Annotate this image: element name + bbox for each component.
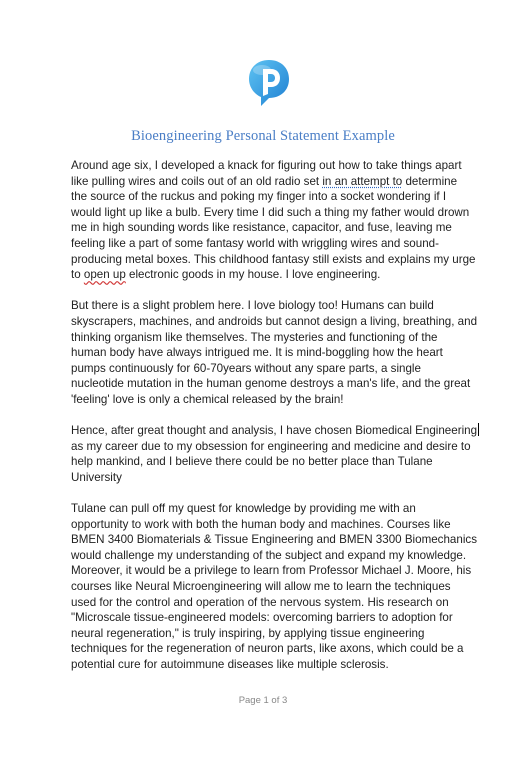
text-cursor [478, 423, 479, 436]
text-line: would challenge my understanding of the subject and expand my knowledge. [71, 548, 467, 562]
text-line: potential cure for autoimmune diseases like multiple sclerosis. [71, 658, 389, 671]
text-line: to open up electronic goods in my house. I love engineering. [71, 268, 381, 282]
text-line: courses like Neural Microengineering will allow me to learn the techniques [71, 580, 451, 594]
text-line: help mankind, and I believe there could be no better place than Tulane [71, 455, 433, 469]
text-line: University [71, 470, 122, 484]
document-body [71, 158, 483, 688]
text-line: neural regeneration," is truly inspiring, by applying tissue engineering [71, 626, 425, 640]
text-line: used for the control and operation of the nervous system. His research on [71, 595, 449, 609]
paragraph-3 [71, 423, 483, 485]
text-line: as my career due to my obsession for engineering and medicine and desire to [71, 439, 471, 453]
text-line: BMEN 3400 Biomaterials & Tissue Engineering and BMEN 3300 Biomechanics [71, 533, 477, 547]
text-line: thinking organism like themselves. The mysteries and functioning of the [71, 330, 438, 344]
letter-p-logo-icon [247, 58, 291, 108]
text-line: Around age six, I developed a knack for figuring out how to take things apart [71, 159, 462, 172]
paragraph-4 [71, 501, 483, 673]
document-title: Bioengineering Personal Statement Example [131, 128, 395, 144]
text-line: opportunity to work with both the human body and machines. Courses like [71, 517, 451, 531]
text-line: Hence, after great thought and analysis, I have chosen Biomedical Engineering [71, 424, 478, 438]
spelling-suggestion-underline[interactable]: open up [83, 268, 126, 282]
text-line: 'feeling' love is only a chemical released by the brain! [71, 392, 344, 406]
text-line: skyscrapers, machines, and androids but cannot design a living, breathing, and [71, 314, 478, 328]
text-line: human body have always intrigued me. It is mind-boggling how the heart [71, 346, 443, 360]
grammar-suggestion-underline[interactable]: in an attempt to [322, 174, 403, 188]
text-line: pumps continuously for 60-70years without any spare parts, a single [71, 361, 421, 375]
text-line: producing metal boxes. This childhood fantasy still exists and explains my urge [71, 252, 476, 266]
text-line: like pulling wires and coils out of an old radio set in an attempt to determine [71, 174, 458, 188]
text-line: "Microscale tissue-engineered models: overcoming barriers to adoption for [71, 611, 453, 625]
text-line: feeling like a part of some fantasy world with wriggling wires and sound- [71, 236, 439, 250]
paragraph-1 [71, 158, 483, 283]
text-line: But there is a slight problem here. I love biology too! Humans can build [71, 299, 434, 313]
paragraph-2 [71, 298, 483, 407]
text-line: techniques for the regeneration of neuron parts, like axons, which could be a [71, 642, 464, 656]
text-line: the source of the ruckus and poking my finger into a socket wondering if I [71, 190, 447, 204]
page-number: Page 1 of 3 [238, 695, 288, 706]
text-line: nucleotide mutation in the human genome destroys a man's life, and the great [71, 377, 471, 391]
text-line: me in high sounding words like resistance, capacitor, and fuse, leaving me [71, 221, 452, 235]
text-line: Tulane can pull off my quest for knowledge by providing me with an [71, 502, 416, 516]
text-line: Moreover, it would be a privilege to learn from Professor Michael J. Moore, his [71, 564, 472, 578]
text-line: would light up like a bulb. Every time I did such a thing my father would drown [71, 205, 470, 219]
